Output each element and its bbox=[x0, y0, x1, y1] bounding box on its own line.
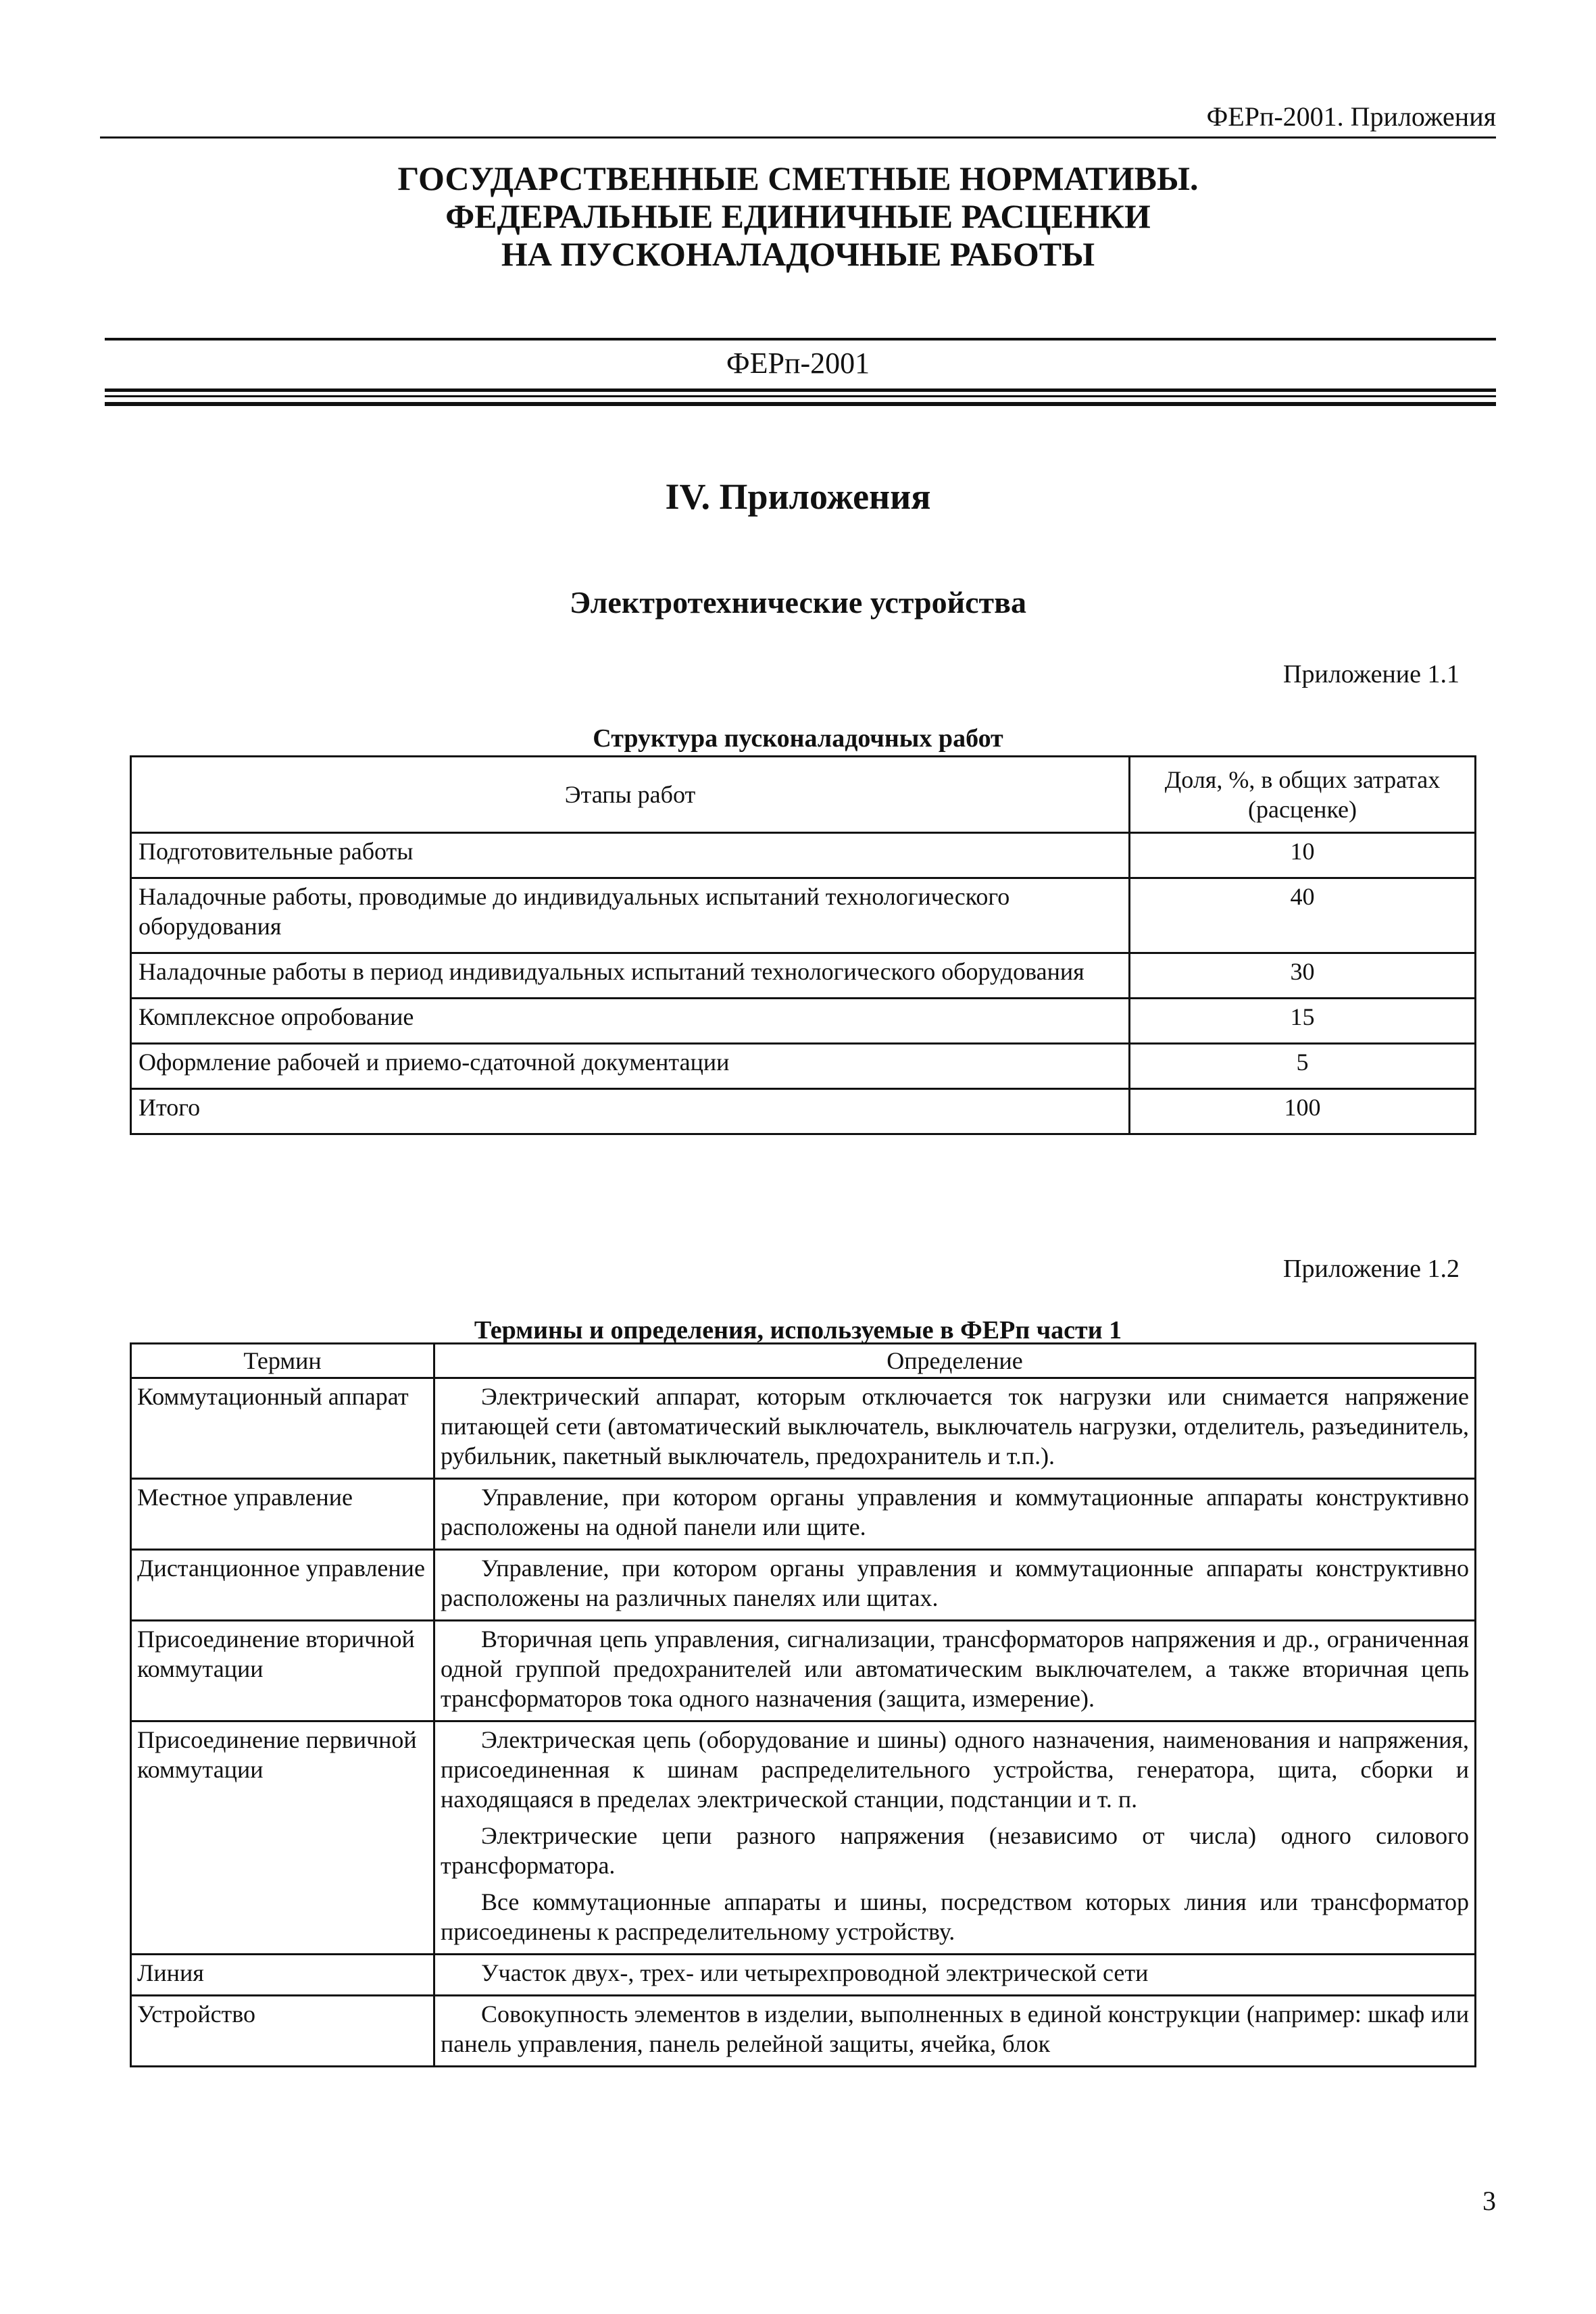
definition-paragraph: Все коммутационные аппараты и шины, посредством которых линия или трансформатор присоединены к распределительному устройству. bbox=[441, 1888, 1469, 1945]
running-header: ФЕРп-2001. Приложения bbox=[1206, 101, 1496, 132]
share-cell: 40 bbox=[1130, 878, 1476, 953]
share-cell: 5 bbox=[1130, 1044, 1476, 1089]
definition-paragraph: Управление, при котором органы управления и коммутационные аппараты конструктивно расположены на различных панелях или щитах. bbox=[441, 1555, 1469, 1611]
table-row bbox=[131, 953, 1476, 999]
table-row bbox=[131, 1479, 1476, 1550]
definition-cell bbox=[434, 1996, 1476, 2067]
definition-paragraph: Вторичная цепь управления, сигнализации, трансформаторов напряжения и др., ограниченная одной группой предохранителей или автоматическим выключателем, а также вторичная цепь трансформаторов тока одного назначения (защита, измерение). bbox=[441, 1626, 1469, 1712]
appendix-2-label: Приложение 1.2 bbox=[1283, 1255, 1460, 1283]
stage-cell: Подготовительные работы bbox=[131, 833, 1130, 878]
stage-cell: Наладочные работы в период индивидуальных испытаний технологического оборудования bbox=[131, 953, 1130, 999]
definition-paragraph: Электрический аппарат, которым отключается ток нагрузки или снимается напряжение питающей сети (автоматический выключатель, выключатель нагрузки, отделитель, разъединитель, рубильник, пакетный выключатель, предохранитель и т.п.). bbox=[441, 1383, 1469, 1469]
definition-paragraph: Совокупность элементов в изделии, выполненных в единой конструкции (например: шкаф или панель управления, панель релейной защиты, ячейка, блок bbox=[441, 2001, 1469, 2057]
main-title-line-2: ФЕДЕРАЛЬНЫЕ ЕДИНИЧНЫЕ РАСЦЕНКИ bbox=[445, 197, 1151, 235]
header-term: Термин bbox=[131, 1344, 434, 1378]
appendix-1-caption: Структура пусконаладочных работ bbox=[593, 724, 1003, 753]
terms-table bbox=[130, 1342, 1476, 2067]
table-row bbox=[131, 1621, 1476, 1721]
table-row bbox=[131, 1721, 1476, 1955]
definition-paragraph: Участок двух-, трех- или четырехпроводной электрической сети bbox=[481, 1959, 1149, 1986]
appendix-2-caption: Термины и определения, используемые в ФЕРп части 1 bbox=[474, 1316, 1122, 1344]
title-rule-top bbox=[105, 338, 1496, 341]
subsection-title: Электротехнические устройства bbox=[570, 585, 1026, 620]
term-cell: Линия bbox=[131, 1955, 434, 1996]
table-row bbox=[131, 1044, 1476, 1089]
term-cell: Устройство bbox=[131, 1996, 434, 2067]
term-cell: Присоединение первичной коммутации bbox=[131, 1721, 434, 1955]
table-header-row bbox=[131, 1344, 1476, 1378]
appendix-1-label: Приложение 1.1 bbox=[1283, 660, 1460, 688]
title-rule-bottom-1 bbox=[105, 388, 1496, 392]
table-row bbox=[131, 833, 1476, 878]
definition-paragraph: Электрическая цепь (оборудование и шины) одного назначения, наименования и напряжения, присоединенная к шинам распределительного устройства, генератора, щита, сборки и находящаяся в пределах электрической станции, подстанции и т. п. bbox=[441, 1726, 1469, 1813]
main-title bbox=[100, 159, 1496, 273]
definition-cell bbox=[434, 1378, 1476, 1479]
work-structure-table bbox=[130, 755, 1476, 1135]
share-cell: 15 bbox=[1130, 999, 1476, 1044]
table-row bbox=[131, 999, 1476, 1044]
header-rule bbox=[100, 136, 1496, 139]
definition-cell bbox=[434, 1955, 1476, 1996]
header-share: Доля, %, в общих затратах (расценке) bbox=[1130, 757, 1476, 833]
stage-cell: Оформление рабочей и приемо-сдаточной документации bbox=[131, 1044, 1130, 1089]
main-title-line-1: ГОСУДАРСТВЕННЫЕ СМЕТНЫЕ НОРМАТИВЫ. bbox=[397, 159, 1199, 197]
term-cell: Коммутационный аппарат bbox=[131, 1378, 434, 1479]
title-rule-bottom-2 bbox=[105, 395, 1496, 397]
section-title: IV. Приложения bbox=[665, 476, 931, 517]
definition-paragraph: Управление, при котором органы управления и коммутационные аппараты конструктивно расположены на одной панели или щите. bbox=[441, 1484, 1469, 1540]
definition-paragraph: Электрические цепи разного напряжения (независимо от числа) одного силового трансформатора. bbox=[441, 1822, 1469, 1879]
share-cell: 10 bbox=[1130, 833, 1476, 878]
stage-cell: Итого bbox=[131, 1089, 1130, 1134]
main-title-line-3: НА ПУСКОНАЛАДОЧНЫЕ РАБОТЫ bbox=[501, 235, 1095, 273]
definition-cell bbox=[434, 1479, 1476, 1550]
definition-cell bbox=[434, 1550, 1476, 1621]
code-label: ФЕРп-2001 bbox=[726, 347, 870, 380]
stage-cell: Комплексное опробование bbox=[131, 999, 1130, 1044]
table-row-total bbox=[131, 1089, 1476, 1134]
definition-cell bbox=[434, 1721, 1476, 1955]
definition-cell bbox=[434, 1621, 1476, 1721]
term-cell: Местное управление bbox=[131, 1479, 434, 1550]
header-stage: Этапы работ bbox=[131, 757, 1130, 833]
table-row bbox=[131, 1955, 1476, 1996]
term-cell: Дистанционное управление bbox=[131, 1550, 434, 1621]
table-row bbox=[131, 1996, 1476, 2067]
share-cell: 100 bbox=[1130, 1089, 1476, 1134]
share-cell: 30 bbox=[1130, 953, 1476, 999]
term-cell: Присоединение вторичной коммутации bbox=[131, 1621, 434, 1721]
page-number: 3 bbox=[1482, 2186, 1496, 2216]
table-row bbox=[131, 1550, 1476, 1621]
table-row bbox=[131, 878, 1476, 953]
table-row bbox=[131, 1378, 1476, 1479]
title-rule-bottom-3 bbox=[105, 402, 1496, 406]
stage-cell: Наладочные работы, проводимые до индивидуальных испытаний технологического оборудования bbox=[131, 878, 1130, 953]
table-header-row bbox=[131, 757, 1476, 833]
header-definition: Определение bbox=[434, 1344, 1476, 1378]
